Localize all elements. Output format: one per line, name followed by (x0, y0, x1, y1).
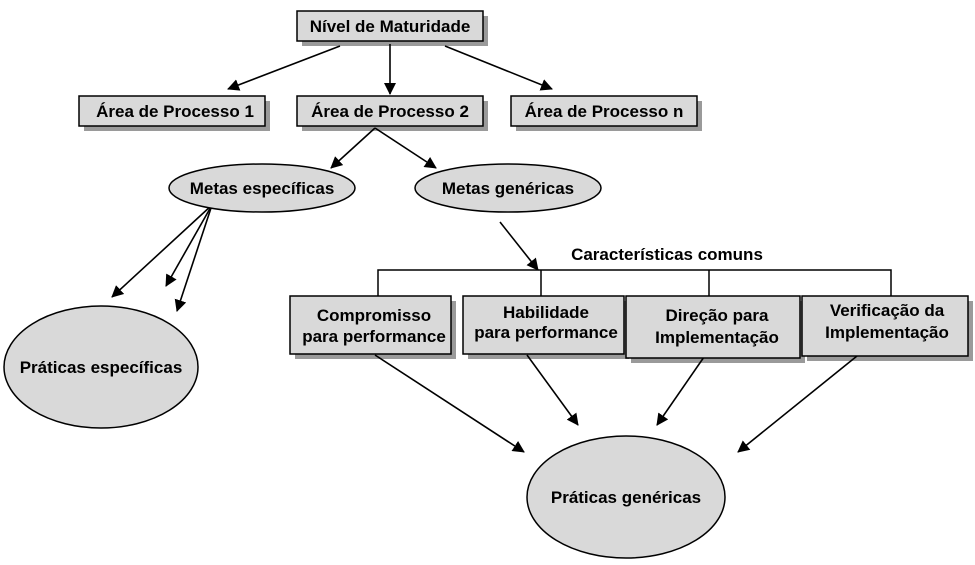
compromisso-line-1: Compromisso (316, 306, 432, 325)
node-area-processo-2 (297, 96, 483, 126)
node-metas-genericas (415, 164, 601, 212)
edge-area2-metas-genericas (375, 128, 436, 168)
edge-direcao-praticas (657, 357, 704, 425)
node-praticas-genericas (527, 436, 725, 558)
verificacao-line-2: Implementação (825, 323, 949, 342)
node-verificacao (802, 296, 968, 356)
edge-compromisso-praticas (375, 355, 524, 452)
verificacao-line-1: Verificação da (829, 301, 945, 320)
habilidade-line-1: Habilidade (503, 303, 589, 322)
edge-verificacao-praticas (738, 356, 857, 452)
edge-nivel-arean (445, 46, 552, 89)
area2-label: Área de Processo 2 (311, 102, 469, 121)
direcao-line-2: Implementação (655, 328, 779, 347)
node-metas-especificas (169, 164, 355, 212)
edge-area2-metas-especificas (331, 128, 375, 168)
node-nivel-maturidade (297, 11, 483, 41)
node-compromisso (290, 296, 451, 354)
edge-habilidade-praticas (527, 355, 578, 425)
habilidade-line-2: para performance (474, 323, 618, 342)
metas-especificas-label: Metas específicas (189, 179, 335, 198)
node-area-processo-n (511, 96, 697, 126)
direcao-line-1: Direção para (665, 306, 769, 325)
node-praticas-especificas (4, 306, 198, 428)
node-area-processo-1 (79, 96, 265, 126)
metas-genericas-label: Metas genéricas (441, 179, 575, 198)
caracteristicas-bracket (378, 270, 891, 298)
praticas-especificas-label: Práticas específicas (19, 358, 183, 377)
praticas-genericas-label: Práticas genéricas (550, 488, 702, 507)
arean-label: Área de Processo n (524, 102, 684, 121)
caracteristicas-comuns-label: Características comuns (571, 245, 763, 264)
area1-label: Área de Processo 1 (96, 102, 254, 121)
compromisso-line-2: para performance (302, 327, 446, 346)
edge-nivel-area1 (228, 46, 340, 89)
node-habilidade (463, 296, 624, 354)
node-direcao (626, 296, 800, 358)
edge-metas-genericas-caracteristicas (500, 222, 538, 270)
nivel-label: Nível de Maturidade (309, 17, 471, 36)
